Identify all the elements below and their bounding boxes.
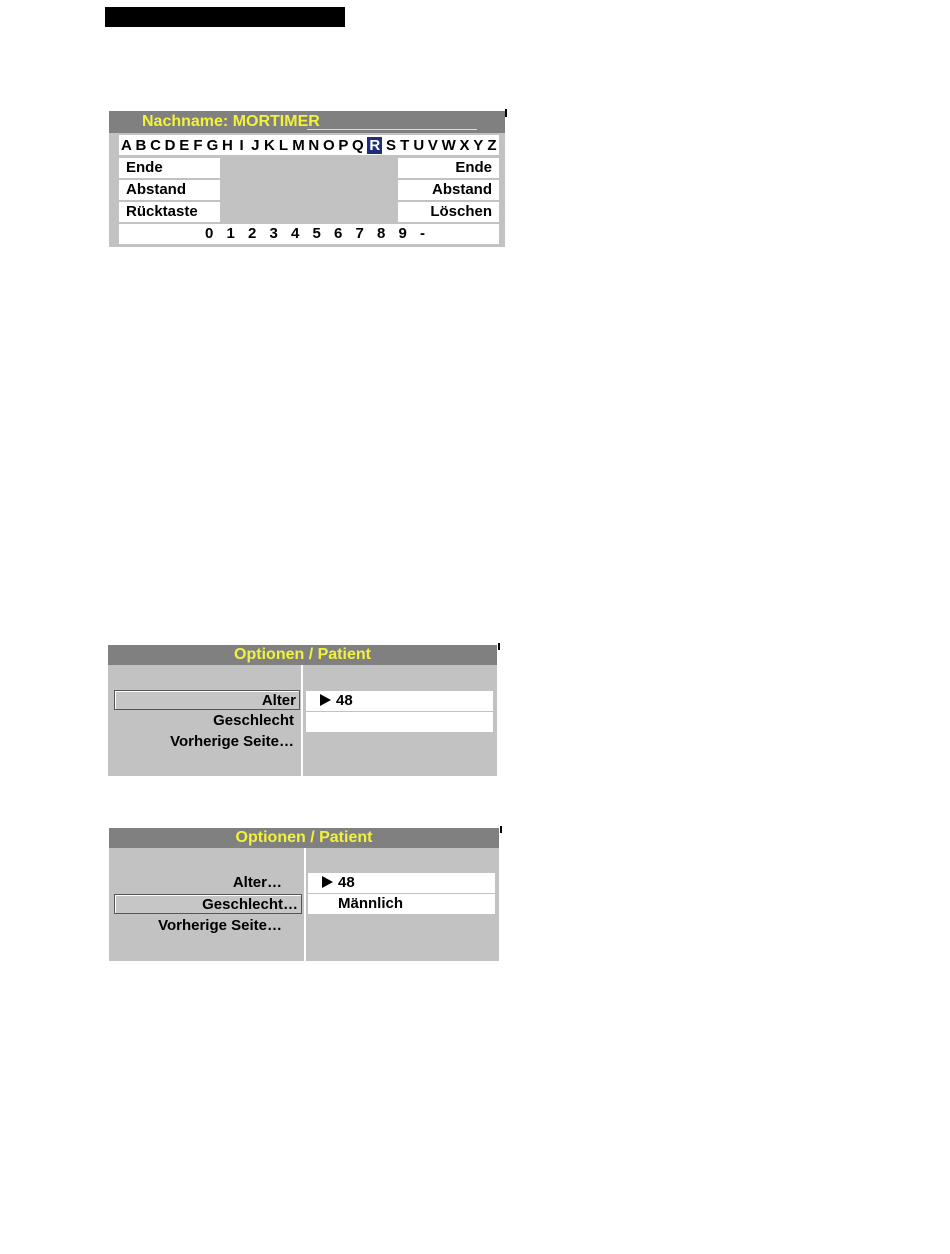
key-letter[interactable]: W [441,136,456,154]
key-letter[interactable]: G [206,136,219,154]
key-digit[interactable]: 9 [398,225,407,242]
backspace-button[interactable]: Rücktaste [119,202,220,222]
space-button-left[interactable]: Abstand [119,180,220,200]
key-letter-selected[interactable]: R [369,136,381,154]
name-entry-underline [307,129,477,130]
key-letter[interactable]: D [164,136,176,154]
key-letter[interactable]: F [193,136,203,154]
panel-divider [304,848,306,961]
delete-button[interactable]: Löschen [398,202,499,222]
corner-mark [498,643,500,650]
age-value-field[interactable] [308,873,495,893]
end-button-right[interactable]: Ende [398,158,499,178]
options-title: Optionen / Patient [109,828,499,848]
options-title: Optionen / Patient [108,645,497,665]
key-letter[interactable]: L [278,136,289,154]
key-digit[interactable]: 7 [355,225,364,242]
menu-item-gender[interactable]: Geschlecht [213,712,294,729]
key-hyphen[interactable]: - [420,225,425,242]
key-letter[interactable]: Z [487,136,497,154]
name-entry-title [109,111,505,133]
menu-item-age[interactable]: Alter [114,690,300,710]
key-digit[interactable]: 4 [291,225,300,242]
key-letter[interactable]: T [400,136,410,154]
name-entry-keyboard [109,111,505,247]
age-value-field[interactable] [306,691,493,711]
play-arrow-icon [322,876,333,888]
key-digit[interactable]: 3 [269,225,278,242]
key-letter[interactable]: J [251,136,260,154]
key-letter[interactable]: A [121,136,132,154]
panel-divider [301,665,303,776]
menu-item-previous-page[interactable]: Vorherige Seite… [170,733,294,750]
name-entry-label: Nachname: MORTIMER [142,113,320,130]
gender-value-field[interactable] [306,712,493,732]
gender-value-field[interactable] [308,894,495,914]
options-panel-age [108,645,497,776]
key-digit[interactable]: 0 [205,225,214,242]
key-letter[interactable]: U [413,136,425,154]
menu-item-gender[interactable]: Geschlecht… [114,894,302,914]
key-letter[interactable]: B [135,136,147,154]
gender-value: Männlich [338,895,404,912]
play-arrow-icon [320,694,331,706]
key-letter[interactable]: I [239,136,244,154]
digit-row [119,224,499,244]
key-digit[interactable]: 5 [312,225,321,242]
key-letter[interactable]: Y [473,136,484,154]
key-letter[interactable]: S [385,136,396,154]
corner-mark [500,826,502,833]
menu-item-previous-page[interactable]: Vorherige Seite… [158,917,282,934]
space-button-right[interactable]: Abstand [398,180,499,200]
key-digit[interactable]: 6 [334,225,343,242]
key-digit[interactable]: 8 [377,225,386,242]
key-letter[interactable]: N [308,136,320,154]
age-value: 48 [336,692,353,709]
key-letter[interactable]: H [221,136,233,154]
key-letter[interactable]: O [322,136,335,154]
key-letter[interactable]: P [338,136,349,154]
key-letter[interactable]: E [179,136,190,154]
options-panel-gender [109,828,499,961]
header-bar [105,7,345,27]
letter-row [119,135,499,155]
key-letter[interactable]: V [427,136,438,154]
key-digit[interactable]: 2 [248,225,257,242]
age-value: 48 [338,874,355,891]
key-digit[interactable]: 1 [226,225,235,242]
menu-item-age[interactable]: Alter… [232,874,282,891]
key-letter[interactable]: Q [352,136,364,154]
key-letter[interactable]: M [292,136,305,154]
key-letter[interactable]: X [459,136,470,154]
keyboard-center-area [222,157,396,223]
key-letter[interactable]: C [150,136,161,154]
corner-mark [505,109,507,117]
key-letter[interactable]: K [263,136,275,154]
end-button-left[interactable]: Ende [119,158,220,178]
